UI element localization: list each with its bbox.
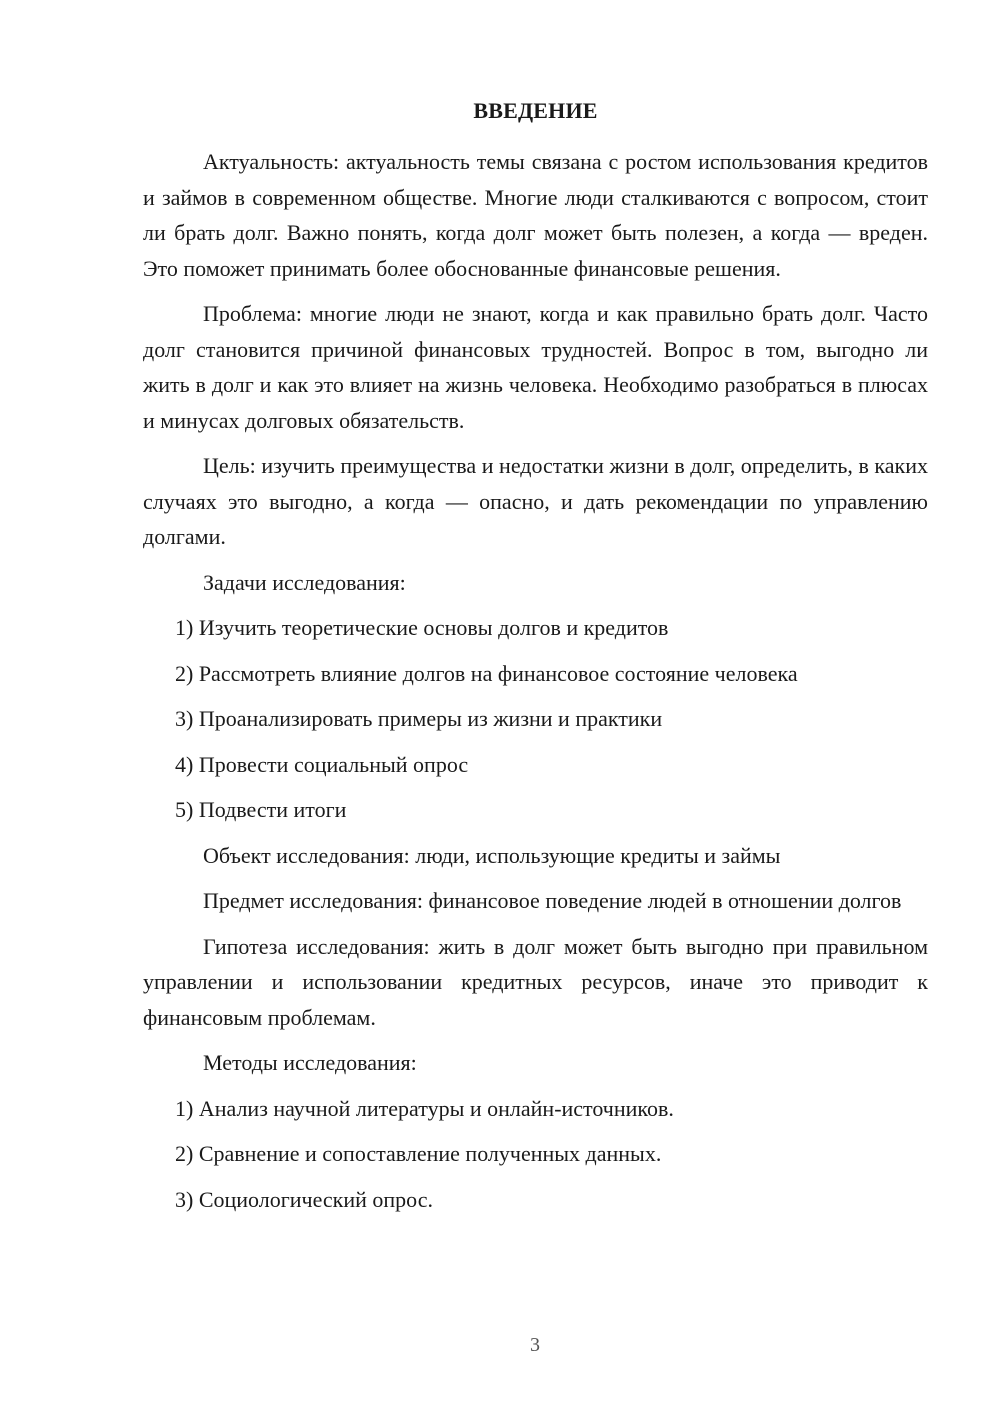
task-item-4: 4) Провести социальный опрос [175,751,469,777]
page-number: 3 [530,1334,540,1356]
page-title: ВВЕДЕНИЕ [473,98,598,123]
tasks-label: Задачи исследования: [203,569,406,595]
subject-paragraph: Предмет исследования: финансовое поведение людей в отношении долгов [203,888,902,913]
task-item-1: 1) Изучить теоретические основы долгов и кредитов [175,615,669,640]
task-item-2: 2) Рассмотреть влияние долгов на финансовое состояние человека [175,660,798,686]
method-item-3: 3) Социологический опрос. [175,1186,433,1212]
object-paragraph: Объект исследования: люди, использующие кредиты и займы [203,842,781,868]
relevance-paragraph: Актуальность: актуальность темы связана с ростом использования кредитов и займов в современном обществе. Многие люди сталкиваются с вопросом, стоит ли брать долг. Важно понять, когда долг может быть полезен, а когда — вреден. Это поможет принимать более обоснованные финансовые решения. [143,149,928,281]
goal-paragraph: Цель: изучить преимущества и недостатки жизни в долг, определить, в каких случаях это выгодно, а когда — опасно, и дать рекомендации по управлению долгами. [143,453,928,549]
task-item-3: 3) Проанализировать примеры из жизни и практики [175,706,663,731]
document-page [143,96,928,1227]
task-item-5: 5) Подвести итоги [175,797,347,822]
hypothesis-paragraph: Гипотеза исследования: жить в долг может быть выгодно при правильном управлении и использовании кредитных ресурсов, иначе это приводит к финансовым проблемам. [143,933,928,1030]
method-item-2: 2) Сравнение и сопоставление полученных данных. [175,1141,662,1166]
method-item-1: 1) Анализ научной литературы и онлайн-источников. [175,1095,674,1121]
methods-label: Методы исследования: [203,1050,417,1075]
problem-paragraph: Проблема: многие люди не знают, когда и как правильно брать долг. Часто долг становится причиной финансовых трудностей. Вопрос в том, выгодно ли жить в долг и как это влияет на жизнь человека. Необходимо разобраться в плюсах и минусах долговых обязательств. [143,301,928,433]
